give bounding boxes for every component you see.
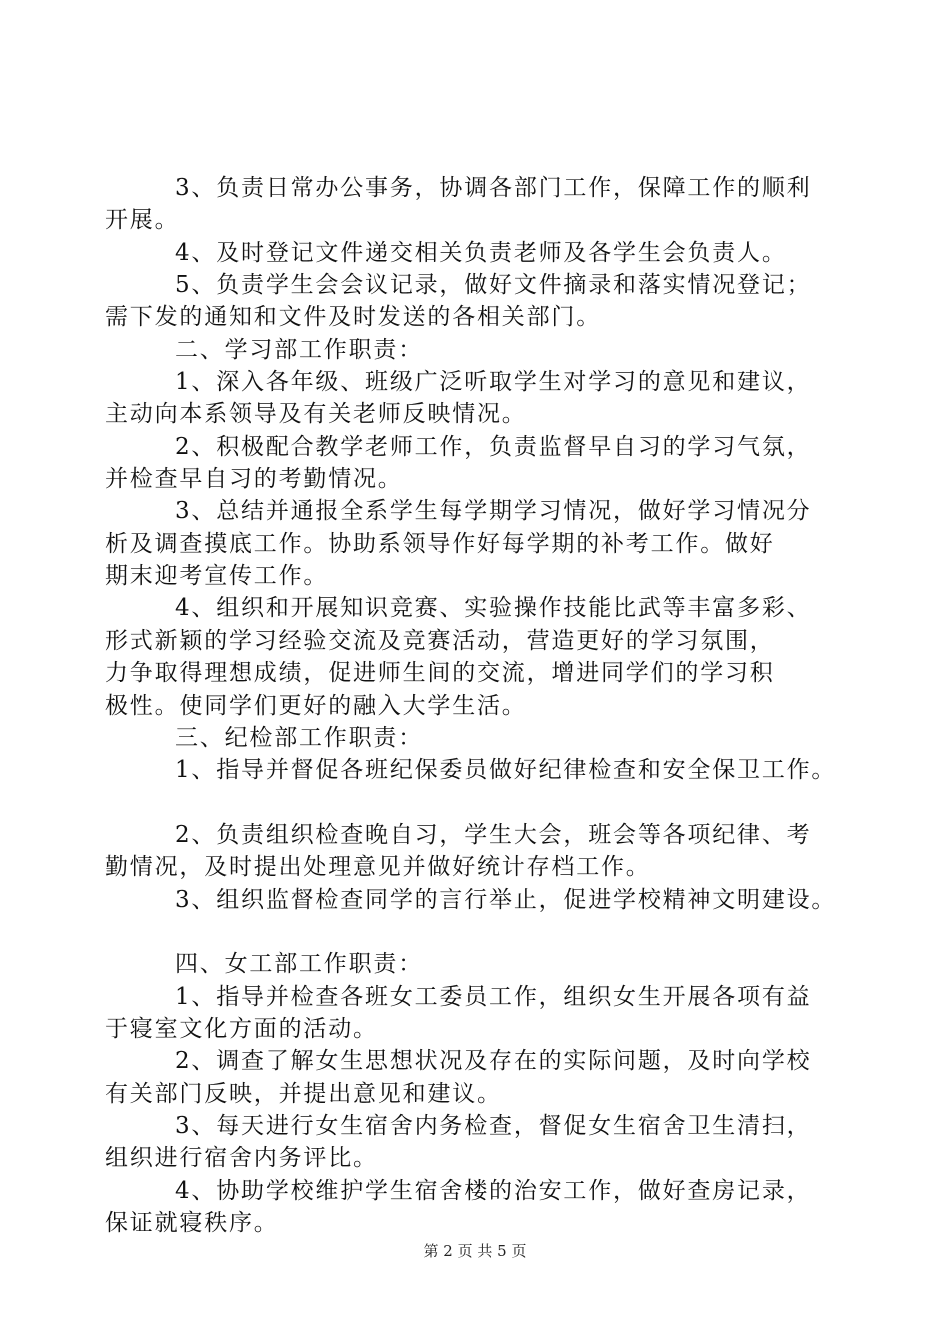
paragraph-line: 并检查早自习的考勤情况。	[105, 466, 403, 493]
blank-line	[105, 787, 850, 819]
paragraph-line: 力争取得理想成绩，促进师生间的交流，增进同学们的学习积	[105, 660, 775, 687]
paragraph-line: 开展。	[105, 207, 180, 234]
paragraph-line: 2、积极配合教学老师工作，负责监督早自习的学习气氛，	[175, 433, 812, 460]
paragraph-line: 3、每天进行女生宿舍内务检查，督促女生宿舍卫生清扫，	[175, 1112, 812, 1139]
paragraph-line: 2、负责组织检查晚自习，学生大会，班会等各项纪律、考	[175, 821, 812, 848]
paragraph-line: 极性。使同学们更好的融入大学生活。	[105, 692, 527, 719]
paragraph-line: 1、深入各年级、班级广泛听取学生对学习的意见和建议，	[175, 369, 812, 396]
paragraph-line: 4、组织和开展知识竞赛、实验操作技能比武等丰富多彩、	[175, 595, 812, 622]
paragraph-line: 4、协助学校维护学生宿舍楼的治安工作，做好查房记录，	[175, 1177, 812, 1204]
paragraph-line: 析及调查摸底工作。协助系领导作好每学期的补考工作。做好	[105, 530, 775, 557]
paragraph-line: 期末迎考宣传工作。	[105, 563, 329, 590]
paragraph-line: 组织进行宿舍内务评比。	[105, 1145, 378, 1172]
paragraph-line: 3、负责日常办公事务，协调各部门工作，保障工作的顺利	[175, 175, 812, 201]
paragraph-line: 4、及时登记文件递交相关负责老师及各学生会负责人。	[175, 239, 787, 266]
document-body	[105, 172, 850, 1239]
paragraph-line: 1、指导并检查各班女工委员工作，组织女生开展各项有益	[175, 983, 812, 1010]
paragraph-line: 1、指导并督促各班纪保委员做好纪律检查和安全保卫工作。	[175, 757, 837, 784]
paragraph-line: 3、总结并通报全系学生每学期学习情况，做好学习情况分	[175, 498, 812, 525]
paragraph-line: 形式新颖的学习经验交流及竞赛活动，营造更好的学习氛围，	[105, 627, 775, 654]
blank-line	[105, 916, 850, 948]
paragraph-line: 于寝室文化方面的活动。	[105, 1015, 378, 1042]
paragraph-line: 保证就寝秩序。	[105, 1210, 279, 1236]
paragraph-line: 3、组织监督检查同学的言行举止，促进学校精神文明建设。	[175, 886, 837, 913]
paragraph-line: 有关部门反映，并提出意见和建议。	[105, 1080, 502, 1107]
section-heading: 四、女工部工作职责：	[175, 951, 423, 978]
paragraph-line: 主动向本系领导及有关老师反映情况。	[105, 401, 527, 428]
section-heading: 三、纪检部工作职责：	[175, 724, 423, 751]
paragraph-line: 勤情况，及时提出处理意见并做好统计存档工作。	[105, 854, 651, 881]
section-heading: 二、学习部工作职责：	[175, 336, 423, 363]
paragraph-line: 2、调查了解女生思想状况及存在的实际问题，及时向学校	[175, 1048, 812, 1075]
page-number-footer: 第 2 页 共 5 页	[423, 1242, 527, 1260]
paragraph-line: 需下发的通知和文件及时发送的各相关部门。	[105, 304, 601, 331]
paragraph-line: 5、负责学生会会议记录，做好文件摘录和落实情况登记；	[175, 272, 812, 299]
